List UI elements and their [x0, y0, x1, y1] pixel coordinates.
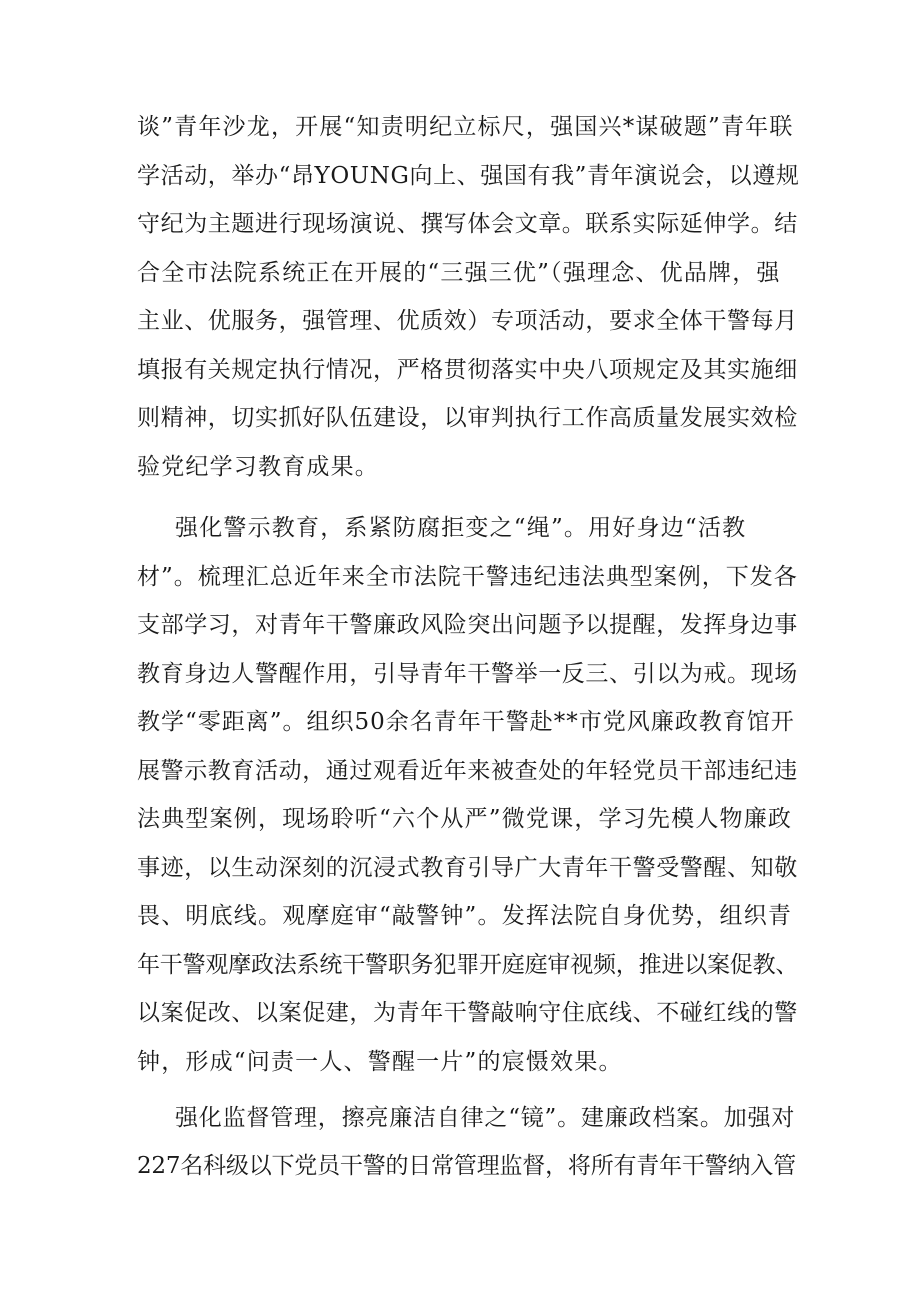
text-line: 学活动，举办“昂YOUNG向上、强国有我”青年演说会，以遵规	[137, 163, 800, 189]
text-line: 法典型案例，现场聆听“六个从严”微党课，学习先模人物廉政	[137, 806, 793, 832]
text-line: 强化警示教育，系紧防腐拒变之“绳”。用好身边“活教	[175, 515, 747, 541]
text-line: 则精神，切实抓好队伍建设，以审判执行工作高质量发展实效检	[137, 405, 798, 431]
text-line: 强化监督管理，擦亮廉洁自律之“镜”。建廉政档案。加强对	[175, 1105, 796, 1131]
text-line: 展警示教育活动，通过观看近年来被查处的年轻党员干部违纪违	[137, 758, 798, 784]
text-line: 教学“零距离”。组织50余名青年干警赴**市党风廉政教育馆开	[137, 709, 795, 735]
text-line: 守纪为主题进行现场演说、撰写体会文章。联系实际延伸学。结	[137, 211, 798, 237]
text-line: 验党纪学习教育成果。	[137, 454, 379, 480]
text-line: 合全市法院系统正在开展的“三强三优”（强理念、优品牌，强	[137, 260, 781, 286]
text-line: 谈”青年沙龙，开展“知责明纪立标尺，强国兴*谋破题”青年联	[137, 114, 794, 140]
text-line: 教育身边人警醒作用，引导青年干警举一反三、引以为戒。现场	[137, 661, 798, 687]
text-line: 事迹，以生动深刻的沉浸式教育引导广大青年干警受警醒、知敬	[137, 855, 798, 881]
text-line: 支部学习，对青年干警廉政风险突出问题予以提醒，发挥身边事	[137, 612, 798, 638]
text-line: 畏、明底线。观摩庭审“敲警钟”。发挥法院自身优势，组织青	[137, 903, 793, 929]
text-line: 227名科级以下党员干警的日常管理监督，将所有青年干警纳入管	[137, 1153, 796, 1179]
text-line: 以案促改、以案促建，为青年干警敲响守住底线、不碰红线的警	[137, 1000, 798, 1026]
text-line: 钟，形成“问责一人、警醒一片”的宸慑效果。	[137, 1049, 623, 1075]
text-line: 主业、优服务，强管理、优质效）专项活动，要求全体干警每月	[137, 308, 798, 334]
text-line: 材”。梳理汇总近年来全市法院干警违纪违法典型案例，下发各	[137, 564, 798, 590]
text-line: 填报有关规定执行情况，严格贯彻落实中央八项规定及其实施细	[137, 357, 798, 383]
text-line: 年干警观摩政法系统干警职务犯罪开庭庭审视频，推进以案促教、	[137, 952, 799, 978]
